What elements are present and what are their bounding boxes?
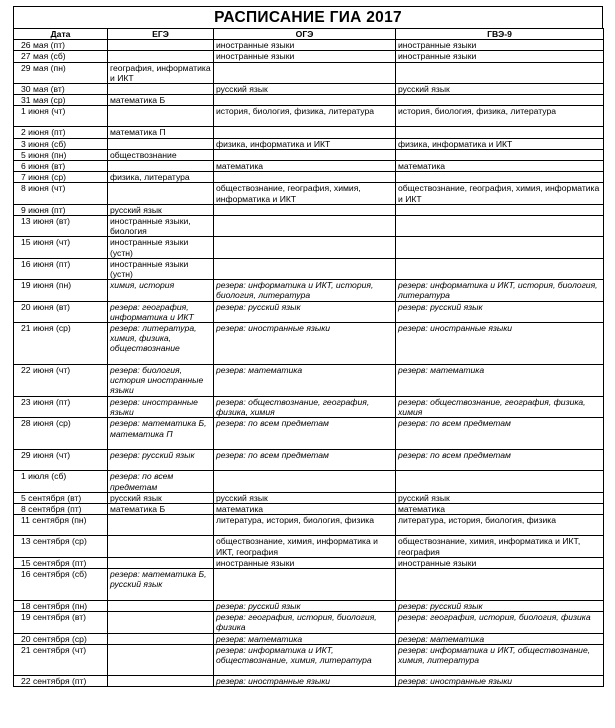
table-row: [14, 675, 604, 686]
gve-cell: [396, 237, 604, 258]
date-cell: 22 июня (чт): [14, 365, 108, 397]
table-row: [14, 536, 604, 557]
table-row: [14, 204, 604, 215]
date-cell: 30 мая (вт): [14, 84, 108, 95]
oge-cell: [214, 95, 396, 106]
ege-cell: математика Б: [108, 95, 214, 106]
oge-cell: [214, 471, 396, 492]
date-cell: 11 сентября (пн): [14, 515, 108, 536]
oge-cell: резерв: обществознание, география, физика, химия: [214, 397, 396, 418]
oge-cell: [214, 204, 396, 215]
ege-cell: [108, 675, 214, 686]
date-cell: 19 июня (пн): [14, 280, 108, 301]
date-cell: 1 июня (чт): [14, 106, 108, 127]
gve-cell: иностранные языки: [396, 51, 604, 62]
gve-cell: математика: [396, 161, 604, 172]
gve-cell: обществознание, география, химия, информатика и ИКТ: [396, 183, 604, 204]
table-row: [14, 84, 604, 95]
date-cell: 8 сентября (пт): [14, 504, 108, 515]
oge-cell: [214, 258, 396, 279]
table-row: [14, 172, 604, 183]
ege-cell: резерв: русский язык: [108, 450, 214, 471]
page-title: РАСПИСАНИЕ ГИА 2017: [13, 6, 603, 28]
oge-cell: резерв: иностранные языки: [214, 323, 396, 365]
ege-cell: математика П: [108, 127, 214, 138]
oge-cell: иностранные языки: [214, 557, 396, 568]
gve-cell: резерв: математика: [396, 365, 604, 397]
gve-cell: история, биология, физика, литература: [396, 106, 604, 127]
oge-cell: резерв: география, история, биология, физика: [214, 612, 396, 633]
gve-cell: [396, 62, 604, 83]
table-row: [14, 557, 604, 568]
gve-cell: резерв: иностранные языки: [396, 323, 604, 365]
gve-cell: иностранные языки: [396, 557, 604, 568]
gve-cell: русский язык: [396, 492, 604, 503]
gve-cell: обществознание, химия, информатика и ИКТ, география: [396, 536, 604, 557]
ege-cell: физика, литература: [108, 172, 214, 183]
date-cell: 5 июня (пн): [14, 149, 108, 160]
oge-cell: иностранные языки: [214, 51, 396, 62]
date-cell: 13 июня (вт): [14, 216, 108, 237]
table-row: [14, 62, 604, 83]
date-cell: 27 мая (сб): [14, 51, 108, 62]
date-cell: 16 июня (пт): [14, 258, 108, 279]
oge-cell: [214, 62, 396, 83]
table-row: [14, 149, 604, 160]
table-row: [14, 161, 604, 172]
date-cell: 19 сентября (вт): [14, 612, 108, 633]
date-cell: 15 июня (чт): [14, 237, 108, 258]
ege-cell: резерв: география, информатика и ИКТ: [108, 301, 214, 322]
date-cell: 13 сентября (ср): [14, 536, 108, 557]
oge-cell: резерв: русский язык: [214, 600, 396, 611]
date-cell: 20 сентября (ср): [14, 633, 108, 644]
date-cell: 21 июня (ср): [14, 323, 108, 365]
table-row: [14, 183, 604, 204]
table-row: [14, 633, 604, 644]
ege-cell: резерв: иностранные языки: [108, 397, 214, 418]
ege-cell: резерв: по всем предметам: [108, 471, 214, 492]
ege-cell: [108, 40, 214, 51]
table-row: [14, 40, 604, 51]
oge-cell: [214, 172, 396, 183]
oge-cell: [214, 216, 396, 237]
table-row: [14, 600, 604, 611]
date-cell: 16 сентября (сб): [14, 568, 108, 600]
gve-cell: резерв: обществознание, география, физика, химия: [396, 397, 604, 418]
date-cell: 20 июня (вт): [14, 301, 108, 322]
ege-cell: [108, 557, 214, 568]
ege-cell: резерв: математика Б, русский язык: [108, 568, 214, 600]
table-row: [14, 95, 604, 106]
ege-cell: резерв: математика Б, математика П: [108, 418, 214, 450]
ege-cell: [108, 138, 214, 149]
ege-cell: иностранные языки (устн): [108, 258, 214, 279]
gve-cell: резерв: русский язык: [396, 600, 604, 611]
date-cell: 15 сентября (пт): [14, 557, 108, 568]
date-cell: 6 июня (вт): [14, 161, 108, 172]
table-row: [14, 323, 604, 365]
table-row: [14, 138, 604, 149]
ege-cell: [108, 644, 214, 675]
oge-cell: обществознание, география, химия, информатика и ИКТ: [214, 183, 396, 204]
ege-cell: иностранные языки, биология: [108, 216, 214, 237]
ege-cell: [108, 51, 214, 62]
gve-cell: резерв: русский язык: [396, 301, 604, 322]
oge-cell: [214, 568, 396, 600]
date-cell: 7 июня (ср): [14, 172, 108, 183]
date-cell: 28 июня (ср): [14, 418, 108, 450]
ege-cell: [108, 612, 214, 633]
date-cell: 29 мая (пн): [14, 62, 108, 83]
gve-cell: резерв: по всем предметам: [396, 450, 604, 471]
oge-cell: математика: [214, 504, 396, 515]
table-row: [14, 492, 604, 503]
gve-cell: [396, 127, 604, 138]
oge-cell: резерв: информатика и ИКТ, история, биология, литература: [214, 280, 396, 301]
header-ege: ЕГЭ: [108, 29, 214, 40]
gve-cell: [396, 204, 604, 215]
ege-cell: русский язык: [108, 204, 214, 215]
header-oge: ОГЭ: [214, 29, 396, 40]
oge-cell: русский язык: [214, 84, 396, 95]
oge-cell: история, биология, физика, литература: [214, 106, 396, 127]
date-cell: 1 июля (сб): [14, 471, 108, 492]
ege-cell: русский язык: [108, 492, 214, 503]
gve-cell: резерв: география, история, биология, физика: [396, 612, 604, 633]
table-row: [14, 106, 604, 127]
table-row: [14, 216, 604, 237]
oge-cell: физика, информатика и ИКТ: [214, 138, 396, 149]
oge-cell: литература, история, биология, физика: [214, 515, 396, 536]
ege-cell: [108, 161, 214, 172]
date-cell: 3 июня (сб): [14, 138, 108, 149]
header-row: [14, 29, 604, 40]
gve-cell: литература, история, биология, физика: [396, 515, 604, 536]
header-gve: ГВЭ-9: [396, 29, 604, 40]
ege-cell: [108, 84, 214, 95]
gve-cell: [396, 95, 604, 106]
oge-cell: резерв: математика: [214, 365, 396, 397]
oge-cell: резерв: иностранные языки: [214, 675, 396, 686]
gve-cell: [396, 149, 604, 160]
oge-cell: резерв: математика: [214, 633, 396, 644]
table-row: [14, 127, 604, 138]
ege-cell: [108, 633, 214, 644]
ege-cell: география, информатика и ИКТ: [108, 62, 214, 83]
oge-cell: математика: [214, 161, 396, 172]
table-row: [14, 612, 604, 633]
gve-cell: [396, 258, 604, 279]
ege-cell: обществознание: [108, 149, 214, 160]
oge-cell: резерв: русский язык: [214, 301, 396, 322]
header-date: Дата: [14, 29, 108, 40]
table-row: [14, 515, 604, 536]
ege-cell: [108, 536, 214, 557]
date-cell: 9 июня (пт): [14, 204, 108, 215]
table-row: [14, 301, 604, 322]
table-row: [14, 397, 604, 418]
gve-cell: [396, 471, 604, 492]
gve-cell: физика, информатика и ИКТ: [396, 138, 604, 149]
ege-cell: резерв: биология, история иностранные языки: [108, 365, 214, 397]
gve-cell: русский язык: [396, 84, 604, 95]
date-cell: 31 мая (ср): [14, 95, 108, 106]
ege-cell: [108, 106, 214, 127]
gve-cell: резерв: по всем предметам: [396, 418, 604, 450]
date-cell: 26 мая (пт): [14, 40, 108, 51]
table-row: [14, 51, 604, 62]
gve-cell: [396, 216, 604, 237]
ege-cell: математика Б: [108, 504, 214, 515]
schedule-page: [13, 6, 603, 687]
ege-cell: [108, 515, 214, 536]
date-cell: 29 июня (чт): [14, 450, 108, 471]
schedule-table: [13, 28, 604, 687]
oge-cell: иностранные языки: [214, 40, 396, 51]
ege-cell: химия, история: [108, 280, 214, 301]
table-row: [14, 280, 604, 301]
table-row: [14, 471, 604, 492]
oge-cell: [214, 237, 396, 258]
oge-cell: русский язык: [214, 492, 396, 503]
oge-cell: обществознание, химия, информатика и ИКТ, география: [214, 536, 396, 557]
table-row: [14, 365, 604, 397]
gve-cell: [396, 568, 604, 600]
date-cell: 22 сентября (пт): [14, 675, 108, 686]
gve-cell: резерв: математика: [396, 633, 604, 644]
oge-cell: резерв: по всем предметам: [214, 450, 396, 471]
gve-cell: [396, 172, 604, 183]
gve-cell: резерв: иностранные языки: [396, 675, 604, 686]
table-row: [14, 258, 604, 279]
date-cell: 5 сентября (вт): [14, 492, 108, 503]
oge-cell: [214, 127, 396, 138]
ege-cell: иностранные языки (устн): [108, 237, 214, 258]
gve-cell: резерв: информатика и ИКТ, обществознание, химия, литература: [396, 644, 604, 675]
date-cell: 21 сентября (чт): [14, 644, 108, 675]
gve-cell: математика: [396, 504, 604, 515]
date-cell: 23 июня (пт): [14, 397, 108, 418]
table-row: [14, 237, 604, 258]
table-row: [14, 504, 604, 515]
date-cell: 8 июня (чт): [14, 183, 108, 204]
gve-cell: иностранные языки: [396, 40, 604, 51]
ege-cell: [108, 183, 214, 204]
table-row: [14, 418, 604, 450]
schedule-body: [14, 40, 604, 687]
date-cell: 18 сентября (пн): [14, 600, 108, 611]
gve-cell: резерв: информатика и ИКТ, история, биология, литература: [396, 280, 604, 301]
table-row: [14, 644, 604, 675]
oge-cell: [214, 149, 396, 160]
table-row: [14, 450, 604, 471]
table-row: [14, 568, 604, 600]
ege-cell: [108, 600, 214, 611]
date-cell: 2 июня (пт): [14, 127, 108, 138]
oge-cell: резерв: информатика и ИКТ, обществознание, химия, литература: [214, 644, 396, 675]
ege-cell: резерв: литература, химия, физика, обществознание: [108, 323, 214, 365]
oge-cell: резерв: по всем предметам: [214, 418, 396, 450]
